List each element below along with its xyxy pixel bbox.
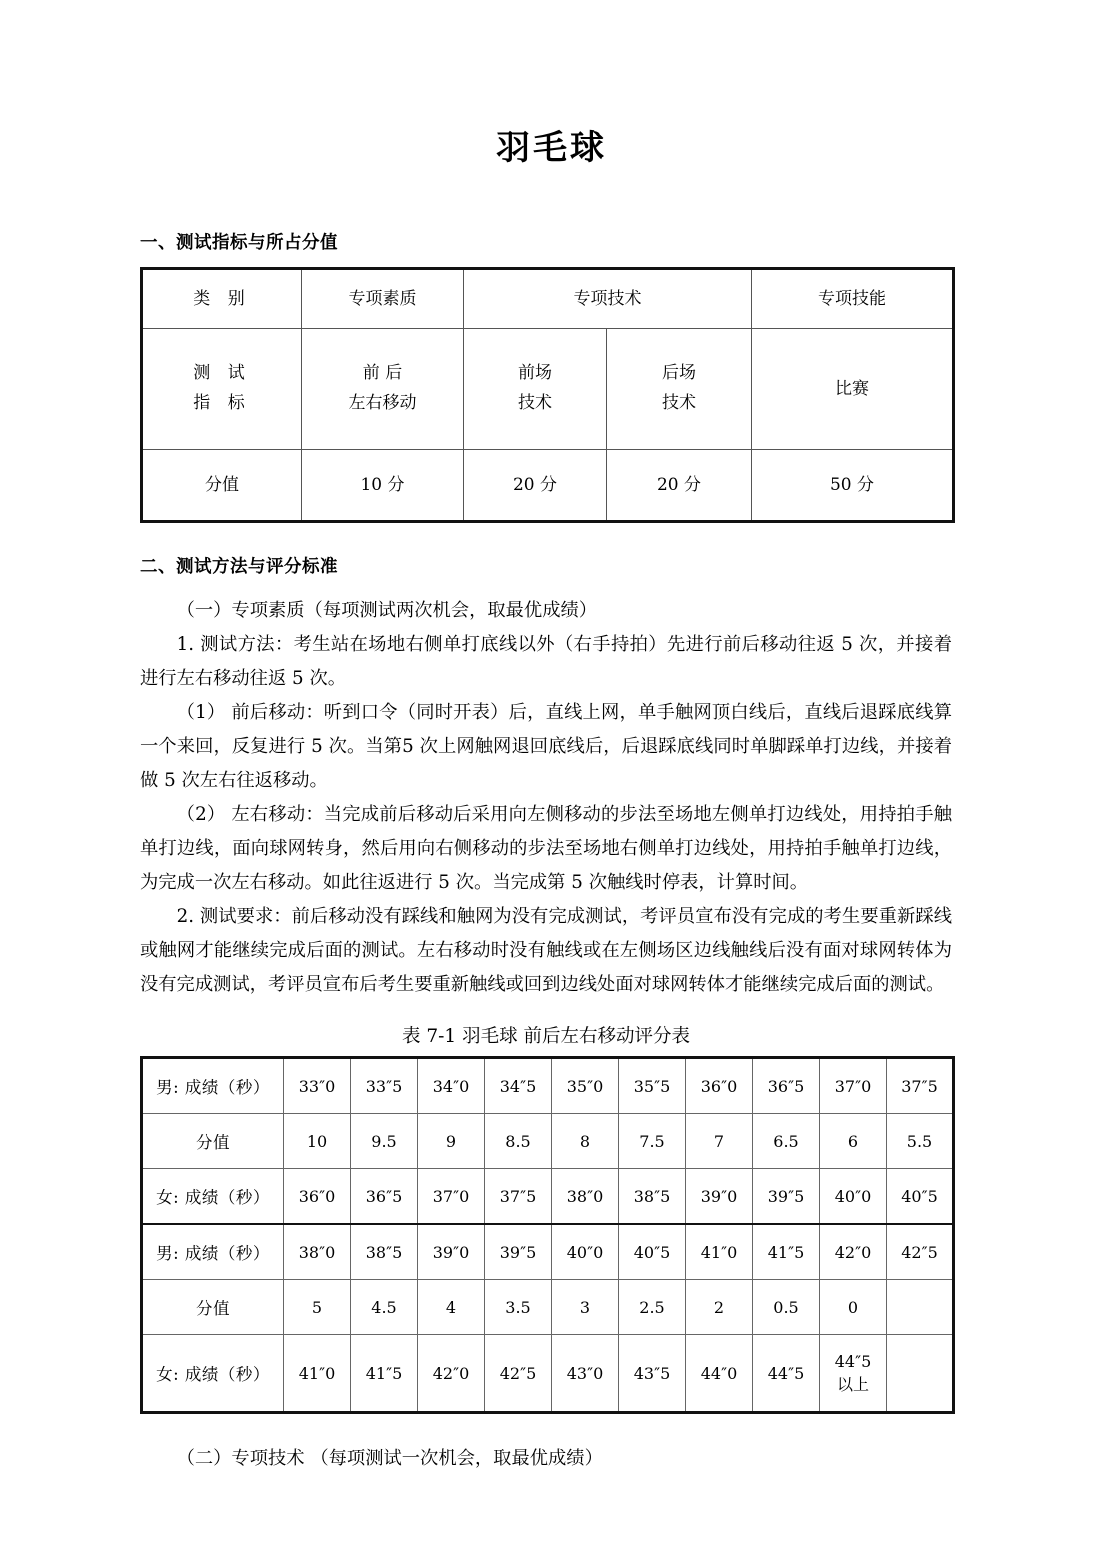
table-row [142,1058,954,1114]
cell-score: 7 [686,1114,753,1169]
cell-female-time: 37″0 [418,1169,485,1225]
body-text-block [140,594,952,1002]
cell-female-time: 44″0 [686,1335,753,1413]
cell-test-indicator-label [142,328,302,449]
section-heading-1: 一、测试指标与所占分值 [140,232,338,253]
cell-female-time: 43″0 [552,1335,619,1413]
cell-male-time: 39″5 [485,1224,552,1280]
cell-special-skill: 专项技能 [752,268,954,328]
cell-female-time: 41″5 [351,1335,418,1413]
table-row [142,1169,954,1225]
cell-score: 4.5 [351,1280,418,1335]
cell-line-1: 前场 [518,363,552,384]
cell-female-time: 36″5 [351,1169,418,1225]
section-heading-2: 二、测试方法与评分标准 [140,556,338,577]
row-label-male-time: 男: 成绩（秒） [142,1058,284,1114]
cell-score: 3 [552,1280,619,1335]
cell-female-time: 43″5 [619,1335,686,1413]
cell-match: 比赛 [752,328,954,449]
cell-score: 0.5 [753,1280,820,1335]
cell-line-2: 技术 [662,392,696,413]
cell-score: 5.5 [887,1114,954,1169]
cell-line-1: 后场 [662,363,696,384]
cell-score: 0 [820,1280,887,1335]
cell-points-frontcourt: 20 分 [464,449,607,521]
cell-male-time: 35″0 [552,1058,619,1114]
cell-category-label: 类 别 [142,268,302,328]
page-title: 羽毛球 [496,128,607,168]
cell-male-time: 33″5 [351,1058,418,1114]
paragraph-special-technique: （二）专项技术 （每项测试一次机会，取最优成绩） [176,1448,603,1470]
cell-female-time: 37″5 [485,1169,552,1225]
cell-line-2: 指 标 [193,392,251,413]
cell-female-time: 38″0 [552,1169,619,1225]
score-table-caption: 表 7-1 羽毛球 前后左右移动评分表 [402,1026,690,1048]
cell-score: 6.5 [753,1114,820,1169]
movement-scoring-table [140,1056,955,1414]
cell-line-2: 技术 [518,392,552,413]
cell-score: 3.5 [485,1280,552,1335]
cell-female-time: 36″0 [284,1169,351,1225]
cell-line-1: 前 后 [362,363,403,384]
cell-points-match: 50 分 [752,449,954,521]
cell-backcourt-technique [607,328,752,449]
cell-score: 7.5 [619,1114,686,1169]
cell-female-time: 44″5 [753,1335,820,1413]
cell-male-time: 39″0 [418,1224,485,1280]
cell-points-backcourt: 20 分 [607,449,752,521]
cell-score: 2.5 [619,1280,686,1335]
table-row [142,1224,954,1280]
cell-male-time: 36″5 [753,1058,820,1114]
cell-male-time: 38″5 [351,1224,418,1280]
paragraph-test-method: 1. 测试方法：考生站在场地右侧单打底线以外（右手持拍）先进行前后移动往返 5 次，并接着进行左右移动往返 5 次。 [140,633,952,689]
cell-score: 4 [418,1280,485,1335]
row-label-male-time: 男: 成绩（秒） [142,1224,284,1280]
cell-male-time: 40″0 [552,1224,619,1280]
cell-male-time: 42″5 [887,1224,954,1280]
tail-text-block [140,1442,952,1476]
cell-points-quality: 10 分 [302,449,464,521]
cell-score: 8 [552,1114,619,1169]
cell-special-technique: 专项技术 [464,268,752,328]
cell-female-time: 40″0 [820,1169,887,1225]
cell-male-time: 36″0 [686,1058,753,1114]
paragraph-front-back-movement: （1） 前后移动：听到口令（同时开表）后，直线上网，单手触网顶白线后，直线后退踩底线算一个来回，反复进行 5 次。当第5 次上网触网退回底线后，后退踩底线同时单脚踩单打边线，并接着做 5 次左右往返移动。 [140,701,952,791]
cell-special-quality: 专项素质 [302,268,464,328]
cell-score: 6 [820,1114,887,1169]
table-row [142,449,954,521]
row-label-score: 分值 [142,1280,284,1335]
table-row [142,328,954,449]
cell-male-time: 35″5 [619,1058,686,1114]
cell-male-time: 33″0 [284,1058,351,1114]
cell-female-time: 39″5 [753,1169,820,1225]
cell-male-time: 37″5 [887,1058,954,1114]
table-row [142,268,954,328]
cell-male-time: 34″0 [418,1058,485,1114]
cell-female-time: 42″5 [485,1335,552,1413]
cell-female-time: 39″0 [686,1169,753,1225]
paragraph-lateral-movement: （2） 左右移动：当完成前后移动后采用向左侧移动的步法至场地左侧单打边线处，用持拍手触单打边线，面向球网转身，然后用向右侧移动的步法至场地右侧单打边线处，用持拍手触单打边线，为完成一次左右移动。如此往返进行 5 次。当完成第 5 次触线时停表，计算时间。 [140,803,952,894]
row-label-female-time: 女: 成绩（秒） [142,1335,284,1413]
cell-female-time-above [820,1335,887,1413]
cell-male-time: 41″0 [686,1224,753,1280]
cell-female-time: 41″0 [284,1335,351,1413]
table-row [142,1335,954,1413]
cell-male-time: 42″0 [820,1224,887,1280]
cell-line-2: 以上 [836,1375,869,1395]
cell-male-time: 38″0 [284,1224,351,1280]
cell-line-1: 测 试 [193,363,251,384]
paragraph-test-requirements: 2. 测试要求：前后移动没有踩线和触网为没有完成测试，考评员宣布没有完成的考生要重新踩线或触网才能继续完成后面的测试。左右移动时没有触线或在左侧场区边线触线后没有面对球网转体为没有完成测试，考评员宣布后考生要重新触线或回到边线处面对球网转体才能继续完成后面的测试。 [140,906,952,996]
row-label-female-time: 女: 成绩（秒） [142,1169,284,1225]
cell-score-empty [887,1280,954,1335]
cell-female-time: 40″5 [887,1169,954,1225]
cell-male-time: 40″5 [619,1224,686,1280]
cell-line-2: 左右移动 [348,392,417,413]
cell-score: 8.5 [485,1114,552,1169]
cell-score: 5 [284,1280,351,1335]
table-row [142,1114,954,1169]
cell-male-time: 37″0 [820,1058,887,1114]
indicator-score-table [140,267,955,523]
cell-female-time: 38″5 [619,1169,686,1225]
cell-score: 9 [418,1114,485,1169]
table-row [142,1280,954,1335]
cell-male-time: 34″5 [485,1058,552,1114]
cell-male-time: 41″5 [753,1224,820,1280]
cell-score: 2 [686,1280,753,1335]
cell-line-1: 44″5 [834,1351,872,1371]
row-label-score: 分值 [142,1114,284,1169]
cell-front-back-lateral [302,328,464,449]
paragraph-special-quality: （一）专项素质（每项测试两次机会，取最优成绩） [176,599,598,621]
cell-score: 10 [284,1114,351,1169]
cell-frontcourt-technique [464,328,607,449]
cell-female-time-empty [887,1335,954,1413]
cell-score: 9.5 [351,1114,418,1169]
cell-points-label: 分值 [142,449,302,521]
cell-female-time: 42″0 [418,1335,485,1413]
